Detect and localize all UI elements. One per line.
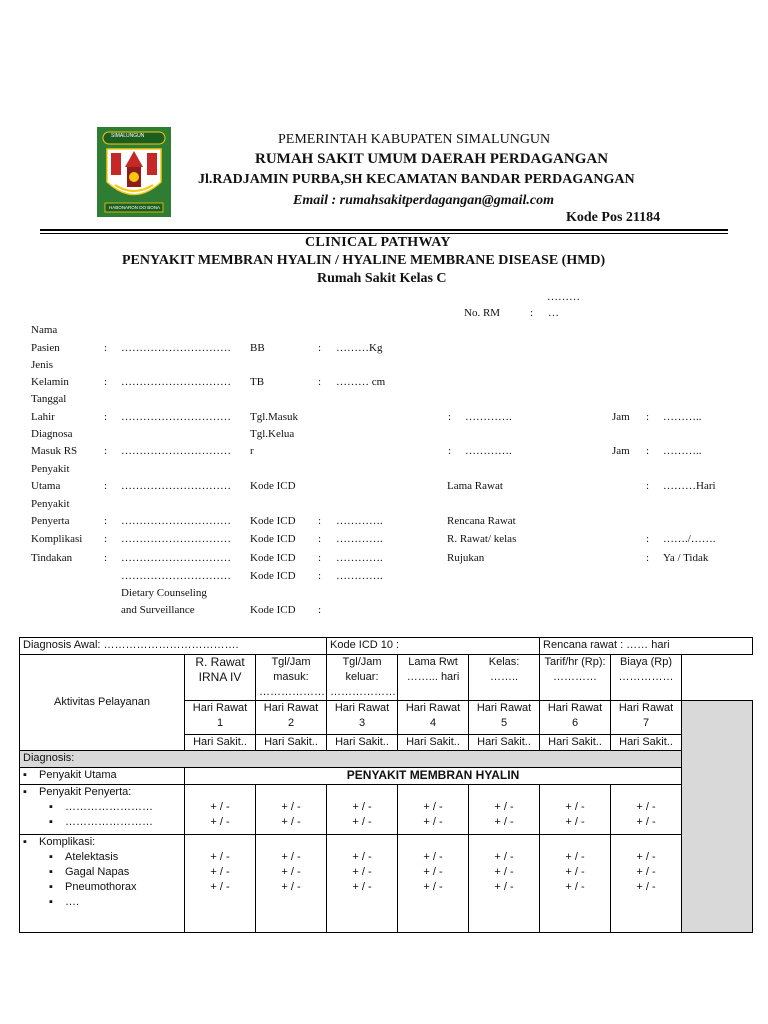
colon: : — [318, 533, 322, 545]
pm-toggle[interactable]: + / - — [210, 866, 230, 878]
colon: : — [104, 480, 108, 492]
field-kode-icd-tindakan[interactable]: …………. — [336, 552, 383, 564]
hari-rawat-7 — [611, 701, 682, 735]
pm-cell[interactable] — [398, 785, 469, 835]
label-tindakan: Tindakan — [31, 552, 73, 564]
penyakit-penyerta-label: Penyakit Penyerta: — [39, 786, 132, 798]
bullet-icon: ▪ — [49, 866, 53, 878]
colon: : — [318, 570, 322, 582]
field-tindakan[interactable]: ………………………… — [121, 552, 231, 564]
biaya-value: …………… — [618, 671, 674, 683]
pm-cell[interactable] — [469, 835, 540, 933]
pm-cell[interactable] — [327, 785, 398, 835]
field-kode-icd-kompl[interactable]: …………. — [336, 533, 383, 545]
list-item — [23, 785, 181, 800]
diagnosis-awal-cell[interactable]: Diagnosis Awal: ………………………………. — [20, 638, 327, 655]
field-tb[interactable]: ……… cm — [336, 376, 386, 388]
hari-sakit-2[interactable]: Hari Sakit.. — [256, 735, 327, 751]
biaya-shaded-column — [682, 701, 753, 933]
pm-toggle[interactable]: + / - — [494, 866, 514, 878]
document-subtitle: PENYAKIT MEMBRAN HYALIN / HYALINE MEMBRANE DISEASE (HMD) — [122, 253, 606, 268]
hari-sakit-6[interactable]: Hari Sakit.. — [540, 735, 611, 751]
biaya-label: Biaya (Rp) — [620, 656, 673, 668]
field-tindakan-2[interactable]: ………………………… — [121, 570, 231, 582]
pm-toggle[interactable]: + / - — [565, 801, 585, 813]
field-tgl-masuk[interactable]: …………. — [465, 411, 512, 423]
label-kode-icd: Kode ICD — [250, 480, 296, 492]
colon: : — [448, 411, 452, 423]
field-diagnosa-masuk[interactable]: ………………………… — [121, 445, 231, 457]
colon: : — [318, 342, 322, 354]
label-kode-icd: Kode ICD — [250, 533, 296, 545]
rm-label: No. RM — [464, 307, 501, 319]
table-row — [20, 835, 753, 933]
hari-rawat-number: 1 — [216, 717, 224, 729]
pm-toggle[interactable]: + / - — [210, 816, 230, 828]
label-kode-icd: Kode ICD — [250, 515, 296, 527]
penyerta-item-2: …………………… — [65, 816, 153, 828]
pm-toggle[interactable]: + / - — [352, 866, 372, 878]
pm-toggle[interactable]: + / - — [565, 851, 585, 863]
colon: : — [646, 411, 650, 423]
hari-rawat-label: Hari Rawat — [263, 702, 319, 714]
hari-rawat-4 — [398, 701, 469, 735]
label-jenis-1: Jenis — [31, 359, 53, 371]
hospital-logo — [97, 127, 171, 217]
hari-rawat-label: Hari Rawat — [334, 702, 390, 714]
label-kode-icd: Kode ICD — [250, 552, 296, 564]
pm-toggle[interactable]: + / - — [423, 881, 443, 893]
letterhead-hospital-name: RUMAH SAKIT UMUM DAERAH PERDAGANGAN — [255, 151, 609, 167]
field-tanggal-lahir[interactable]: ………………………… — [121, 411, 231, 423]
colon: : — [104, 552, 108, 564]
pm-cell[interactable] — [256, 785, 327, 835]
colon: : — [104, 515, 108, 527]
label-r-rawat-kelas: R. Rawat/ kelas — [447, 533, 517, 545]
pm-toggle[interactable]: + / - — [352, 851, 372, 863]
letterhead-address: Jl.RADJAMIN PURBA,SH KECAMATAN BANDAR PERDAGANGAN — [198, 172, 635, 187]
hari-rawat-3 — [327, 701, 398, 735]
list-item[interactable] — [23, 800, 181, 815]
label-rencana-rawat: Rencana Rawat — [447, 515, 516, 527]
pm-toggle[interactable]: + / - — [636, 881, 656, 893]
label-dietary-1: Dietary Counseling — [121, 587, 207, 599]
table-row — [20, 655, 753, 701]
hari-rawat-number: 5 — [500, 717, 508, 729]
label-pu-2: Utama — [31, 480, 61, 492]
pm-cell[interactable] — [540, 835, 611, 933]
lama-rwt-header[interactable] — [398, 655, 469, 701]
field-jam-keluar[interactable]: ……….. — [663, 445, 702, 457]
hari-rawat-label: Hari Rawat — [547, 702, 603, 714]
kelas-label: Kelas: — [488, 656, 520, 668]
label-tgl-keluar-2: r — [250, 445, 254, 457]
list-item — [23, 835, 181, 850]
penyakit-utama-value: PENYAKIT MEMBRAN HYALIN — [185, 768, 682, 785]
tarif-label: Tarif/hr (Rp): — [544, 656, 606, 668]
pm-toggle[interactable]: + / - — [565, 866, 585, 878]
hari-rawat-6 — [540, 701, 611, 735]
hari-rawat-number: 7 — [642, 717, 650, 729]
label-bb: BB — [250, 342, 265, 354]
hari-sakit-3[interactable]: Hari Sakit.. — [327, 735, 398, 751]
colon: : — [104, 342, 108, 354]
hari-sakit-5[interactable]: Hari Sakit.. — [469, 735, 540, 751]
field-lama-rawat[interactable]: ………Hari — [663, 480, 716, 492]
label-jam-keluar: Jam — [612, 445, 630, 457]
colon: : — [646, 552, 650, 564]
bullet-icon: ▪ — [23, 786, 27, 798]
hari-sakit-4[interactable]: Hari Sakit.. — [398, 735, 469, 751]
rm-value[interactable]: … — [548, 307, 559, 319]
pm-toggle[interactable]: + / - — [352, 881, 372, 893]
label-nama-2: Pasien — [31, 342, 60, 354]
aktivitas-pelayanan-header: Aktivitas Pelayanan — [20, 655, 185, 751]
pm-toggle[interactable]: + / - — [494, 851, 514, 863]
pm-toggle[interactable]: + / - — [494, 881, 514, 893]
kelas-header[interactable] — [469, 655, 540, 701]
table-row — [20, 638, 753, 655]
hari-rawat-5 — [469, 701, 540, 735]
logo-top-text: SIMALUNGUN — [111, 133, 145, 139]
label-lama-rawat: Lama Rawat — [447, 480, 503, 492]
table-row — [20, 751, 753, 768]
label-jam-masuk: Jam — [612, 411, 630, 423]
list-item[interactable] — [23, 895, 181, 910]
pm-toggle[interactable]: + / - — [636, 816, 656, 828]
pm-toggle[interactable]: + / - — [494, 816, 514, 828]
tgl-keluar-header[interactable] — [327, 655, 398, 701]
label-kode-icd: Kode ICD — [250, 604, 296, 616]
colon: : — [318, 604, 322, 616]
lama-rwt-label: Lama Rwt — [408, 656, 458, 668]
logo-emblem-icon — [97, 127, 171, 217]
tarif-value: ………… — [553, 671, 598, 683]
pm-toggle[interactable]: + / - — [565, 881, 585, 893]
tgl-keluar-value: ……………… — [330, 686, 397, 698]
pm-cell[interactable] — [327, 835, 398, 933]
rm-colon: : — [530, 307, 534, 319]
tgl-keluar-label: Tgl/Jam keluar: — [342, 656, 382, 683]
letterhead-postcode: Kode Pos 21184 — [566, 210, 661, 225]
colon: : — [104, 376, 108, 388]
field-r-rawat-kelas[interactable]: ……./……. — [663, 533, 716, 545]
rencana-rawat-cell[interactable]: Rencana rawat : …… hari — [540, 638, 753, 655]
logo-bottom-text: HABONARON DO BONA — [109, 205, 161, 210]
field-penyakit-utama[interactable]: ………………………… — [121, 480, 231, 492]
pm-toggle[interactable]: + / - — [636, 851, 656, 863]
label-tb: TB — [250, 376, 265, 388]
label-jenis-2: Kelamin — [31, 376, 69, 388]
colon: : — [646, 480, 650, 492]
hari-rawat-2 — [256, 701, 327, 735]
hari-rawat-number: 6 — [571, 717, 579, 729]
pm-toggle[interactable]: + / - — [423, 866, 443, 878]
table-row — [20, 768, 753, 785]
r-rawat-label: R. Rawat — [195, 655, 245, 669]
pm-toggle[interactable]: + / - — [210, 801, 230, 813]
label-rujukan: Rujukan — [447, 552, 485, 564]
label-tgl-keluar-1: Tgl.Kelua — [250, 428, 295, 440]
pm-cell[interactable] — [185, 785, 256, 835]
label-diag-2: Masuk RS — [31, 445, 78, 457]
pm-toggle[interactable]: + / - — [210, 881, 230, 893]
komplikasi-gagal-napas: Gagal Napas — [65, 866, 130, 878]
pm-toggle[interactable]: + / - — [423, 816, 443, 828]
hari-rawat-label: Hari Rawat — [618, 702, 674, 714]
biaya-header[interactable] — [611, 655, 682, 701]
colon: : — [104, 411, 108, 423]
r-rawat-header — [185, 655, 256, 701]
kelas-value: …….. — [489, 671, 519, 683]
field-komplikasi[interactable]: ………………………… — [121, 533, 231, 545]
label-tgl-1: Tanggal — [31, 393, 67, 405]
clinical-pathway-table — [19, 637, 753, 933]
list-item[interactable] — [23, 815, 181, 830]
pm-toggle[interactable]: + / - — [636, 801, 656, 813]
pm-cell[interactable] — [398, 835, 469, 933]
pm-cell[interactable] — [611, 835, 682, 933]
label-pu-1: Penyakit — [31, 463, 70, 475]
colon: : — [448, 445, 452, 457]
komplikasi-cell — [20, 835, 185, 933]
diagnosis-section-header: Diagnosis: — [20, 751, 682, 768]
field-kode-icd-tindakan-2[interactable]: …………. — [336, 570, 383, 582]
list-item — [23, 865, 181, 880]
hari-sakit-7[interactable]: Hari Sakit.. — [611, 735, 682, 751]
pm-toggle[interactable]: + / - — [423, 851, 443, 863]
tgl-masuk-header[interactable] — [256, 655, 327, 701]
pm-toggle[interactable]: + / - — [565, 816, 585, 828]
pm-cell[interactable] — [185, 835, 256, 933]
letterhead-rule-thin — [40, 233, 728, 234]
pm-cell[interactable] — [611, 785, 682, 835]
penyerta-item-1: …………………… — [65, 801, 153, 813]
pm-toggle[interactable]: + / - — [494, 801, 514, 813]
komplikasi-label: Komplikasi: — [39, 836, 96, 848]
pm-toggle[interactable]: + / - — [352, 801, 372, 813]
hari-rawat-label: Hari Rawat — [192, 702, 248, 714]
r-rawat-value: IRNA IV — [198, 670, 242, 684]
list-item — [23, 850, 181, 865]
label-tgl-masuk: Tgl.Masuk — [250, 411, 298, 423]
colon: : — [646, 533, 650, 545]
label-kode-icd: Kode ICD — [250, 570, 296, 582]
letterhead-email: Email : rumahsakitperdagangan@gmail.com — [293, 193, 554, 208]
bullet-icon: ▪ — [49, 851, 53, 863]
bullet-icon: ▪ — [49, 816, 53, 828]
hospital-class: Rumah Sakit Kelas C — [317, 271, 447, 286]
hari-rawat-number: 4 — [429, 717, 437, 729]
colon: : — [104, 533, 108, 545]
lama-rwt-value: ……... hari — [406, 671, 460, 683]
colon: : — [318, 515, 322, 527]
colon: : — [646, 445, 650, 457]
letterhead-rule-thick — [40, 229, 728, 231]
label-tgl-2: Lahir — [31, 411, 55, 423]
hari-rawat-number: 2 — [287, 717, 295, 729]
label-pp-2: Penyerta — [31, 515, 70, 527]
pm-toggle[interactable]: + / - — [210, 851, 230, 863]
pm-toggle[interactable]: + / - — [352, 816, 372, 828]
colon: : — [104, 445, 108, 457]
pm-toggle[interactable]: + / - — [423, 801, 443, 813]
rm-dots: ……… — [547, 291, 580, 303]
field-rujukan[interactable]: Ya / Tidak — [663, 552, 709, 564]
komplikasi-pneumothorax: Pneumothorax — [65, 881, 137, 893]
pm-cell[interactable] — [540, 785, 611, 835]
bullet-icon: ▪ — [49, 801, 53, 813]
pm-toggle[interactable]: + / - — [281, 851, 301, 863]
bullet-icon: ▪ — [23, 769, 27, 781]
hari-rawat-number: 3 — [358, 717, 366, 729]
label-komplikasi: Komplikasi — [31, 533, 83, 545]
pm-toggle[interactable]: + / - — [636, 866, 656, 878]
label-dietary-2: and Surveillance — [121, 604, 195, 616]
field-penyakit-penyerta[interactable]: ………………………… — [121, 515, 231, 527]
hari-sakit-1[interactable]: Hari Sakit.. — [185, 735, 256, 751]
hari-rawat-label: Hari Rawat — [405, 702, 461, 714]
hari-rawat-label: Hari Rawat — [476, 702, 532, 714]
tgl-masuk-value: ……………… — [259, 686, 325, 698]
hari-rawat-1 — [185, 701, 256, 735]
letterhead-government: PEMERINTAH KABUPATEN SIMALUNGUN — [278, 132, 551, 147]
field-tgl-keluar[interactable]: …………. — [465, 445, 512, 457]
penyakit-utama-label-cell — [20, 768, 185, 785]
pm-cell[interactable] — [256, 835, 327, 933]
field-jam-masuk[interactable]: ……….. — [663, 411, 702, 423]
label-nama-1: Nama — [31, 324, 58, 336]
komplikasi-other: …. — [65, 896, 80, 908]
field-jenis-kelamin[interactable]: ………………………… — [121, 376, 231, 388]
label-pp-1: Penyakit — [31, 498, 70, 510]
tarif-header[interactable] — [540, 655, 611, 701]
field-bb[interactable]: ………Kg — [336, 342, 383, 354]
field-kode-icd-pp[interactable]: …………. — [336, 515, 383, 527]
field-nama[interactable]: ………………………… — [121, 342, 231, 354]
table-row — [20, 785, 753, 835]
document-title: CLINICAL PATHWAY — [305, 235, 451, 250]
pm-toggle[interactable]: + / - — [281, 881, 301, 893]
komplikasi-atelektasis: Atelektasis — [65, 851, 119, 863]
penyakit-utama-label: Penyakit Utama — [39, 769, 117, 781]
pm-toggle[interactable]: + / - — [281, 866, 301, 878]
pm-toggle[interactable]: + / - — [281, 816, 301, 828]
bullet-icon: ▪ — [49, 881, 53, 893]
colon: : — [318, 376, 322, 388]
list-item — [23, 880, 181, 895]
tgl-masuk-label: Tgl/Jam masuk: — [271, 656, 311, 683]
kode-icd10-cell[interactable]: Kode ICD 10 : — [327, 638, 540, 655]
label-diag-1: Diagnosa — [31, 428, 73, 440]
bullet-icon: ▪ — [23, 836, 27, 848]
colon: : — [318, 552, 322, 564]
pm-cell[interactable] — [469, 785, 540, 835]
penyakit-penyerta-cell — [20, 785, 185, 835]
bullet-icon: ▪ — [49, 896, 53, 908]
pm-toggle[interactable]: + / - — [281, 801, 301, 813]
